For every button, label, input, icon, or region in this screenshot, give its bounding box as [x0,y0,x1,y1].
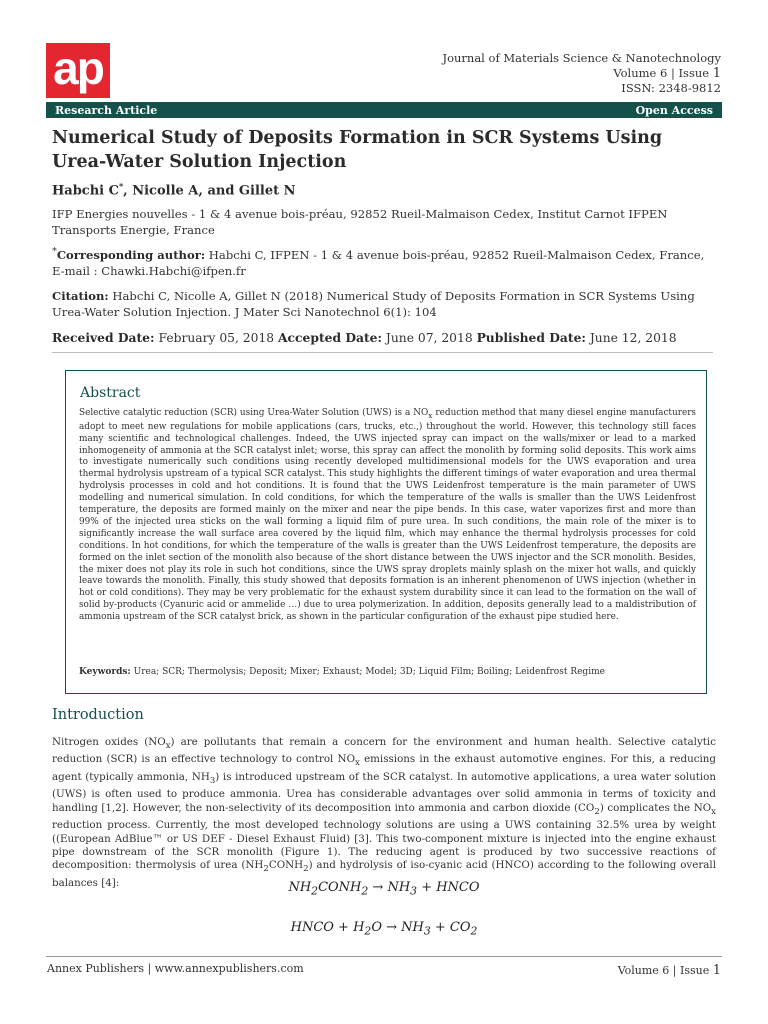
introduction-heading: Introduction [52,707,144,723]
author-list: Habchi C*, Nicolle A, and Gillet N [52,181,296,199]
footer-publisher: Annex Publishers | www.annexpublishers.com [47,962,304,975]
affiliation: IFP Energies nouvelles - 1 & 4 avenue bois-préau, 92852 Rueil-Malmaison Cedex, Institut Carnot IFPEN Transports Energie, France [52,207,668,237]
article-dates: Received Date: February 05, 2018 Accepted Date: June 07, 2018 Published Date: June 12, 2018 [52,330,677,345]
publisher-logo [46,43,110,98]
journal-info [442,51,721,96]
equation-urea-thermolysis: $NH_2CONH_2 \to NH_3$ + HNCO [288,880,480,898]
equation-hnco-hydrolysis: HNCO + $H_2O \to NH_3 + CO_2$ [290,920,478,938]
article-banner [46,102,722,118]
abstract-text: Selective catalytic reduction (SCR) using Urea-Water Solution (UWS) is a $NO_x$ reduction method that many diesel engine manufacturers adopt to meet new regulations for mobile applications (cars, trucks, etc.,) throughout the world. However, this technology still faces many scientific and technological challenges. Indeed, the UWS injected spray can impact on the walls/mixer or lead to a marked inhomogeneity of ammonia at the SCR catalyst inlet; worse, this spray can affect the monolith by forming solid deposits. This work aims to investigate numerically such conditions using recently developed multidimensional models for the UWS evaporation and urea thermal hydrolysis upstream of a typical SCR catalyst. This study highlights the different timings of water evaporation and urea thermal hydrolysis processes in cold and hot conditions. It is found that the UWS Leidenfrost temperature is the main parameter of UWS modelling and numerical simulation. In cold conditions, for which the temperature of the walls is smaller than the UWS Leidenfrost temperature, the deposits are formed mainly on the mixer and near the pipe bends. In this case, water vaporizes first and more than 99% of the injected urea sticks on the wall forming a liquid film of pure urea. In such conditions, the main role of the mixer is to significantly increase the wall surface area covered by the liquid film, which may enhance the thermal hydrolysis processes for cold conditions. In hot conditions, for which the temperature of the walls is greater than the UWS Leidenfrost temperature, the deposits are formed on the inlet section of the monolith also because of the short distance between the UWS injector and the SCR monolith. Besides, the mixer does not play its role in such hot conditions, since the UWS spray droplets mainly splash on the mixer hot walls, and quickly leave towards the monolith. Finally, this study showed that deposits formation is an inherent phenomenon of UWS injection (whether in hot or cold conditions). They may be very problematic for the exhaust system durability since it can lead to the formation on the wall of solid by-products (Cyanuric acid or ammelide …) due to urea polymerization. In addition, deposits generally lead to a maldistribution of ammonia upstream of the SCR catalyst brick, as shown in the particular configuration of the exhaust pipe studied here. [79,408,696,623]
access-label: Open Access [635,103,713,117]
publisher-logo-text: ap [53,41,103,94]
keywords: Keywords: Urea; SCR; Thermolysis; Deposit; Mixer; Exhaust; Model; 3D; Liquid Film; Boiling; Leidenfrost Regime [79,667,605,677]
citation: Citation: Habchi C, Nicolle A, Gillet N (2018) Numerical Study of Deposits Formation in SCR Systems Using Urea-Water Solution Injection. J Mater Sci Nanotechnol 6(1): 104 [52,289,695,319]
journal-issn: ISSN: 2348-9812 [621,81,721,95]
abstract-heading: Abstract [80,385,141,401]
journal-volume: Volume 6 | Issue 1 [613,65,721,81]
article-type: Research Article [55,103,158,117]
divider [52,352,713,353]
introduction-text: Nitrogen oxides $(NO_x)$ are pollutants that remain a concern for the environment and human health. Selective catalytic reduction (SCR) is an effective technology to control $NO_x$ emissions in the exhaust automotive engines. For this, a reducing agent (typically ammonia, $NH_3$) is introduced upstream of the SCR catalyst. In automotive applications, a urea water solution (UWS) is often used to produce ammonia. Urea has considerable advantages over solid ammonia in terms of toxicity and handling [1,2]. However, the non-selectivity of its decomposition into ammonia and carbon dioxide $(CO_2)$ complicates the $NO_x$ reduction process. Currently, the most developed technology solutions are using a UWS containing 32.5% urea by weight ((European AdBlue™ or US DEF - Diesel Exhaust Fluid) [3]. This two-component mixture is injected into the engine exhaust pipe downstream of the SCR monolith (Figure 1). The reducing agent is produced by two successive reactions of decomposition: thermolysis of urea $(NH_2CONH_2)$ and hydrolysis of iso-cyanic acid (HNCO) according to the following overall balances [4]: [52,736,716,889]
corresponding-author: *Corresponding author: Habchi C, IFPEN - 1 & 4 avenue bois-préau, 92852 Rueil-Malmaison Cedex, France, E-mail : Chawki.Habchi@ifpen.fr [52,246,705,278]
journal-name: Journal of Materials Science & Nanotechnology [442,51,721,65]
footer-divider [46,956,722,957]
abstract-box [65,370,707,694]
footer-volume: Volume 6 | Issue 1 [617,963,721,978]
article-title: Numerical Study of Deposits Formation in SCR Systems Using Urea-Water Solution Injection [52,128,663,172]
